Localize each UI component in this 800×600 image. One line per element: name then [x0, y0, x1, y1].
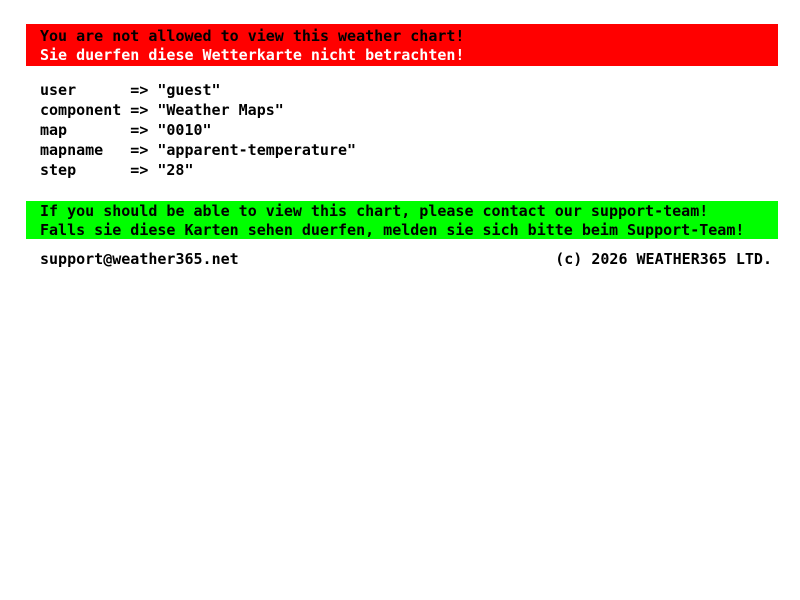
footer	[40, 249, 772, 269]
param-arrow: =>	[130, 161, 149, 179]
access-denied-page	[0, 24, 800, 269]
support-message-en: If you should be able to view this chart, please contact our support-team!	[40, 202, 709, 220]
error-banner	[26, 24, 778, 66]
param-row-map	[40, 120, 800, 140]
param-value: "Weather Maps"	[157, 101, 284, 119]
param-arrow: =>	[130, 141, 149, 159]
param-value: "guest"	[157, 81, 221, 99]
param-row-component	[40, 100, 800, 120]
param-arrow: =>	[130, 81, 149, 99]
param-value: "apparent-temperature"	[157, 141, 357, 159]
support-banner	[26, 201, 778, 239]
param-row-step	[40, 160, 800, 180]
param-key: step	[40, 161, 77, 179]
param-value: "28"	[157, 161, 194, 179]
request-params	[40, 80, 800, 180]
error-message-de: Sie duerfen diese Wetterkarte nicht betrachten!	[40, 46, 465, 64]
param-key: user	[40, 81, 77, 99]
param-arrow: =>	[130, 121, 149, 139]
support-message-de: Falls sie diese Karten sehen duerfen, melden sie sich bitte beim Support-Team!	[40, 221, 745, 239]
param-row-mapname	[40, 140, 800, 160]
param-value: "0010"	[157, 121, 212, 139]
param-key: component	[40, 101, 122, 119]
param-key: mapname	[40, 141, 104, 159]
param-row-user	[40, 80, 800, 100]
support-email: support@weather365.net	[40, 250, 239, 268]
copyright-notice: (c) 2026 WEATHER365 LTD.	[555, 250, 772, 268]
param-arrow: =>	[130, 101, 149, 119]
error-message-en: You are not allowed to view this weather chart!	[40, 27, 465, 45]
param-key: map	[40, 121, 68, 139]
